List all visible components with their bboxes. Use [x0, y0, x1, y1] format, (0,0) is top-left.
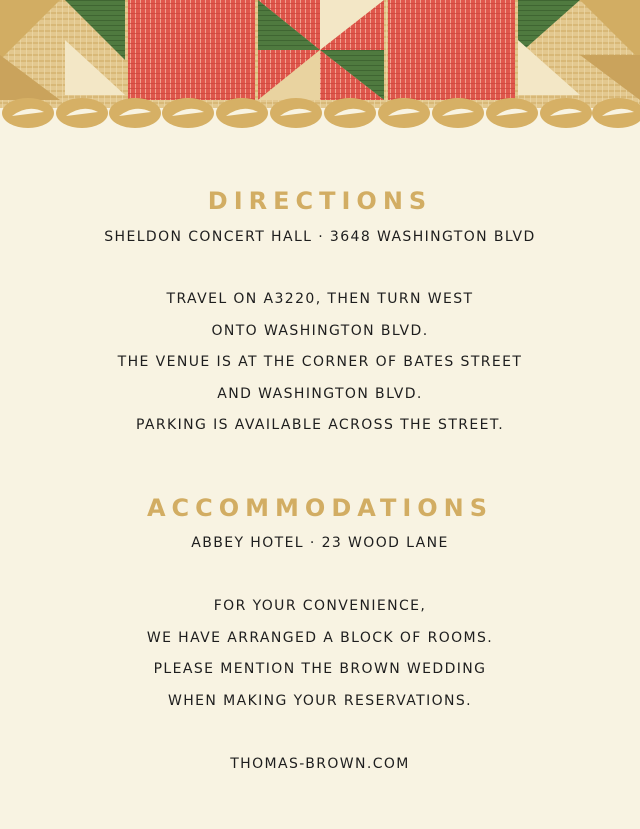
accommodations-line: WE HAVE ARRANGED A BLOCK OF ROOMS. — [146, 629, 494, 646]
website-block — [0, 753, 640, 772]
directions-text-block — [0, 289, 640, 447]
venue-address: SHELDON CONCERT HALL · 3648 WASHINGTON BLVD — [104, 229, 536, 245]
accommodations-line: PLEASE MENTION THE BROWN WEDDING — [153, 661, 487, 677]
directions-line: TRAVEL ON A3220, THEN TURN WEST — [166, 291, 474, 307]
hotel-address: ABBEY HOTEL · 23 WOOD LANE — [191, 535, 449, 551]
kente-pattern-border — [0, 0, 640, 135]
directions-text — [0, 289, 640, 447]
accommodations-text — [0, 596, 640, 722]
directions-line: PARKING IS AVAILABLE ACROSS THE STREET. — [135, 417, 505, 433]
directions-line: THE VENUE IS AT THE CORNER OF BATES STREET — [117, 354, 523, 370]
venue-address-block — [0, 227, 640, 247]
website-url[interactable]: THOMAS-BROWN.COM — [230, 756, 410, 772]
directions-line: AND WASHINGTON BLVD. — [217, 385, 423, 402]
directions-line: ONTO WASHINGTON BLVD. — [211, 322, 429, 339]
hotel-address-block — [0, 533, 640, 553]
directions-section — [0, 186, 640, 216]
accommodations-text-block — [0, 596, 640, 722]
accommodations-line: WHEN MAKING YOUR RESERVATIONS. — [167, 692, 473, 709]
accommodations-section — [0, 493, 640, 523]
accommodations-line: FOR YOUR CONVENIENCE, — [213, 598, 427, 614]
directions-heading: DIRECTIONS — [207, 187, 433, 215]
kente-pattern-illustration — [0, 0, 640, 135]
accommodations-heading: ACCOMMODATIONS — [146, 494, 494, 522]
